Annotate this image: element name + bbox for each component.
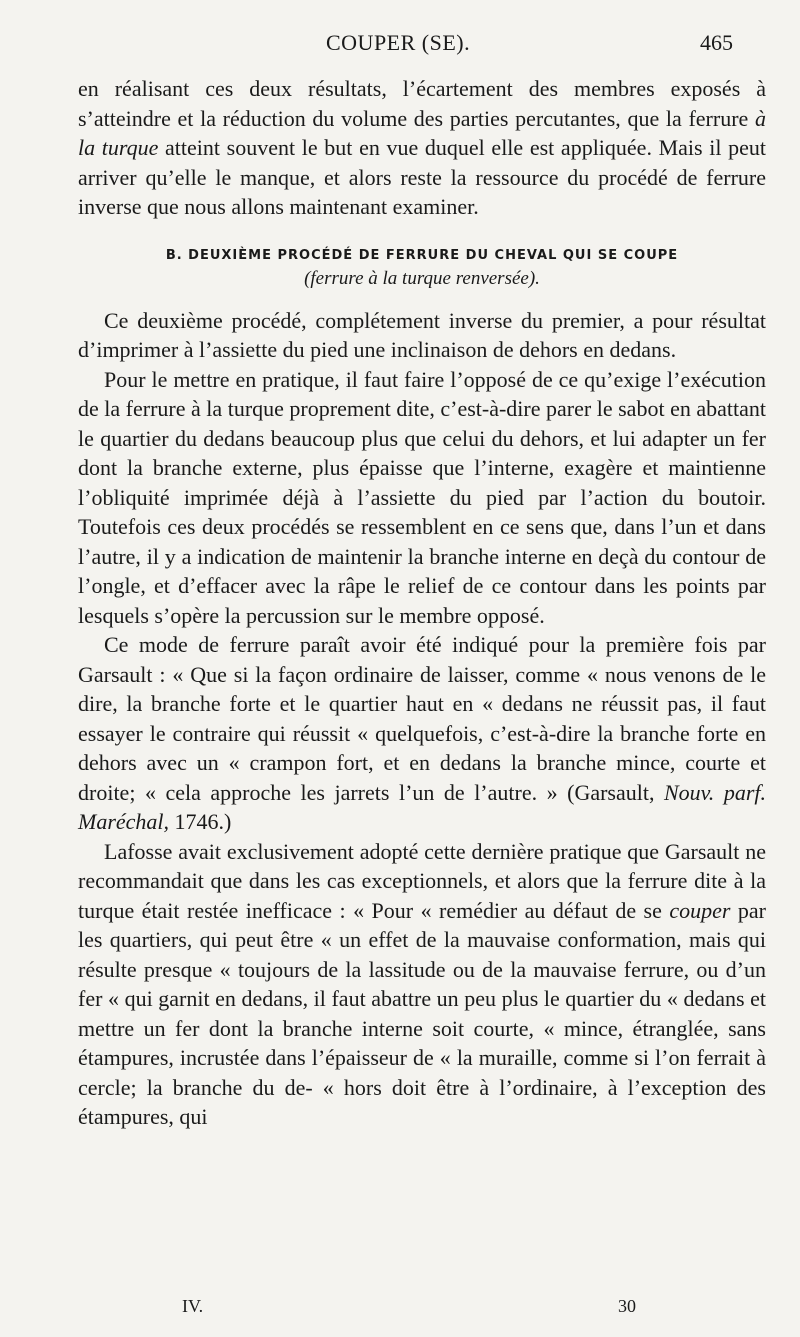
paragraph-5: Lafosse avait exclusivement adopté cette dernière pratique que Garsault ne recommandait que dans les cas exceptionnels, et alors que la ferrure dite à la turque était restée inefficace : « Pour « remédier au défaut de se couper par les quartiers, qui peut être « un effet de la mauvaise conformation, mais qui résulte presque « toujours de la lassitude ou de la mauvaise ferrure, ou d’un fer « qui garnit en dedans, il faut abattre un peu plus le quartier du « dedans et mettre un fer dont la branche interne soit courte, « mince, étranglée, sans étampures, incrustée dans l’épaisseur de « la muraille, comme si l’on ferrait à cercle; la branche du de- « hors doit être à l’ordinaire, à l’exception des étampures, qui	[78, 838, 767, 1129]
paragraph-4: Ce mode de ferrure paraît avoir été indiqué pour la première fois par Garsault : « Que si la façon ordinaire de laisser, comme « nous venons de le dire, la branche forte et le quartier haut en « dedans ne réussit pas, il faut essayer le contraire qui réussit « quelquefois, c’est-à-dire la branche forte en dehors avec un « crampon fort, et en dedans la branche mince, courte et droite; « cela approche les jarrets l’un de l’autre. » (Garsault, Nouv. parf. Maréchal, 1746.)	[78, 632, 766, 834]
page-header	[0, 30, 800, 66]
paragraph-1: en réalisant ces deux résultats, l’écartement des membres exposés à s’atteindre et la réduction du volume des parties percutantes, que la ferrure à la turque atteint souvent le but en vue duquel elle est appliquée. Mais il peut arriver qu’elle le manque, et alors reste la ressource du procédé de ferrure inverse que nous allons maintenant examiner.	[78, 76, 767, 219]
running-title: COUPER (SE).	[326, 30, 471, 55]
section-subheading: (ferrure à la turque renversée).	[304, 267, 540, 289]
paragraph-3: Pour le mettre en pratique, il faut faire l’opposé de ce qu’exige l’exécution de la ferrure à la turque proprement dite, c’est-à-dire parer le sabot en abattant le quartier du dedans beaucoup plus que celui du dehors, et lui adapter un fer dont la branche externe, plus épaisse que l’interne, exagère et maintienne l’obliquité imprimée déjà à l’assiette du pied par l’action du boutoir. Toutefois ces deux procédés se ressemblent en ce sens que, dans l’un et dans l’autre, il y a indication de maintenir la branche interne en deçà du contour de l’ongle, et d’effacer avec la râpe le relief de ce contour dans les points par lesquels s’opère la percussion sur le membre opposé.	[78, 366, 766, 628]
section-heading: B. DEUXIÈME PROCÉDÉ DE FERRURE DU CHEVAL QUI SE COUPE	[165, 247, 679, 263]
page-footer	[0, 1296, 800, 1326]
paragraph-2: Ce deuxième procédé, complétement inverse du premier, a pour résultat d’imprimer à l’assiette du pied une inclinaison de dehors en dedans.	[78, 307, 766, 362]
page-number: 465	[700, 30, 733, 55]
sheet-number: 30	[618, 1296, 636, 1316]
body-text	[78, 74, 766, 1132]
signature-mark: IV.	[182, 1296, 204, 1316]
